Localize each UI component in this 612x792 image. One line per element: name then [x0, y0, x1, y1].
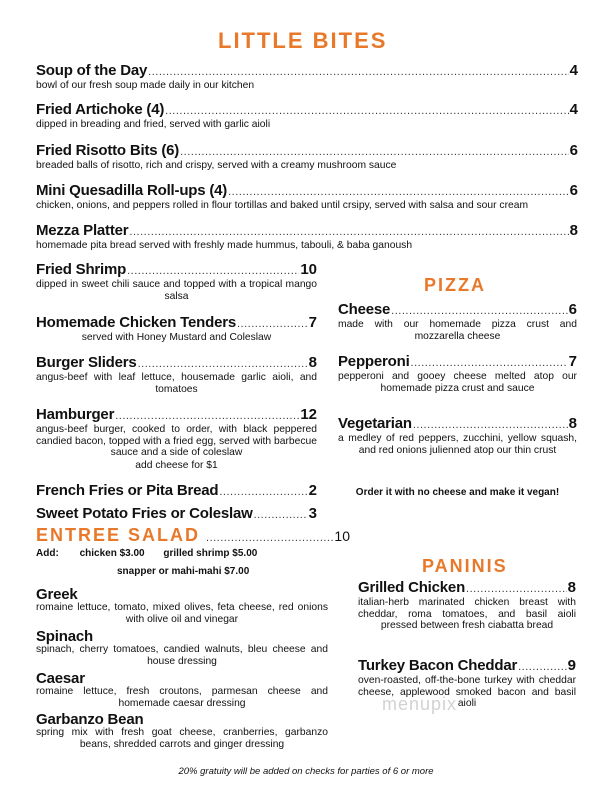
item-name: Caesar [36, 670, 85, 687]
entree-salad-price: 10 [334, 528, 350, 544]
menu-item-chicken-tenders [36, 314, 317, 344]
salad-garbanzo-bean [36, 711, 328, 750]
item-desc: chicken, onions, and peppers rolled in flour tortillas and baked until crsipy, served with salsa and sour cream [36, 200, 529, 211]
item-desc: pepperoni and gooey cheese melted atop our homemade pizza crust and sauce [338, 371, 577, 394]
menu-item-soup [36, 62, 578, 92]
entree-salad-header [36, 525, 350, 546]
item-price: 8 [567, 579, 576, 596]
item-name: Fried Risotto Bits (6) [36, 142, 180, 159]
menu-item-burger-sliders [36, 354, 317, 395]
salad-add-ons-line2: snapper or mahi-mahi $7.00 [117, 566, 250, 577]
item-price: 12 [300, 406, 317, 423]
item-name: Garbanzo Bean [36, 711, 144, 728]
item-name: Soup of the Day [36, 62, 148, 79]
item-price: 4 [569, 101, 578, 118]
item-price: 3 [308, 505, 317, 522]
menu-item-sweet-potato-fries [36, 505, 317, 522]
menu-item-cheese-pizza [338, 301, 577, 342]
item-desc: bowl of our fresh soup made daily in our kitchen [36, 80, 255, 91]
item-name: Greek [36, 586, 78, 603]
item-price: 6 [569, 182, 578, 199]
menupix-watermark: menupix [382, 694, 458, 714]
item-desc: a medley of red peppers, zucchini, yellow squash, and red onions julienned atop our thin crust [338, 433, 577, 456]
item-name: Fried Artichoke (4) [36, 101, 165, 118]
item-name: Burger Sliders [36, 354, 137, 371]
menu-item-vegetarian-pizza [338, 415, 577, 456]
paninis-heading: PANINIS [422, 556, 508, 576]
menu-item-french-fries [36, 482, 317, 499]
gratuity-note: 20% gratuity will be added on checks for parties of 6 or more [178, 766, 434, 777]
item-price: 8 [569, 222, 578, 239]
item-price: 4 [569, 62, 578, 79]
menu-item-fried-shrimp [36, 261, 317, 302]
item-desc: dipped in sweet chili sauce and topped with a tropical mango salsa [36, 279, 317, 302]
item-name: Pepperoni [338, 353, 410, 370]
menu-item-fried-risotto [36, 142, 578, 172]
add-shrimp: grilled shrimp $5.00 [163, 548, 258, 559]
item-name: Sweet Potato Fries or Coleslaw [36, 505, 253, 522]
item-name: Vegetarian [338, 415, 412, 432]
item-desc: made with our homemade pizza crust and mozzarella cheese [338, 319, 577, 342]
item-name: Fried Shrimp [36, 261, 127, 278]
item-desc: romaine lettuce, fresh croutons, parmesan cheese and homemade caesar dressing [36, 686, 328, 709]
item-desc: oven-roasted, off-the-bone turkey with cheddar cheese, applewood smoked bacon and basil aioli [358, 675, 576, 709]
salad-caesar [36, 670, 328, 709]
item-desc: spring mix with fresh goat cheese, cranberries, garbanzo beans, shredded carrots and ginger dressing [36, 727, 328, 750]
item-desc-addon: add cheese for $1 [135, 459, 218, 471]
menu-item-fried-artichoke [36, 101, 578, 131]
menu-item-hamburger [36, 406, 317, 471]
item-price: 9 [567, 657, 576, 674]
item-name: Homemade Chicken Tenders [36, 314, 236, 331]
entree-salad-heading: ENTREE SALAD [36, 525, 201, 545]
item-price: 8 [568, 415, 577, 432]
item-desc: breaded balls of risotto, rich and crispy, served with a creamy mushroom sauce [36, 160, 397, 171]
item-name: French Fries or Pita Bread [36, 482, 219, 499]
salad-add-ons-line1 [36, 548, 276, 559]
item-name: Mini Quesadilla Roll-ups (4) [36, 182, 228, 199]
menu-item-pepperoni-pizza [338, 353, 577, 394]
item-name: Turkey Bacon Cheddar [358, 657, 518, 674]
item-price: 7 [568, 353, 577, 370]
item-name: Mezza Platter [36, 222, 129, 239]
item-price: 7 [308, 314, 317, 331]
item-name: Cheese [338, 301, 391, 318]
add-chicken: chicken $3.00 [79, 548, 145, 559]
item-desc: italian-herb marinated chicken breast with cheddar, roma tomatoes, and basil aioli pressed between fresh ciabatta bread [358, 597, 576, 631]
item-desc: served with Honey Mustard and Coleslaw [81, 332, 272, 343]
item-price: 6 [568, 301, 577, 318]
item-desc: spinach, cherry tomatoes, candied walnuts, bleu cheese and house dressing [36, 644, 328, 667]
vegan-note: Order it with no cheese and make it vegan! [355, 487, 560, 498]
item-price: 10 [300, 261, 317, 278]
little-bites-heading: LITTLE BITES [218, 28, 388, 53]
item-desc: romaine lettuce, tomato, mixed olives, feta cheese, red onions with olive oil and vinegar [36, 602, 328, 625]
item-price: 6 [569, 142, 578, 159]
item-desc: homemade pita bread served with freshly made hummus, tabouli, & baba ganoush [36, 240, 413, 251]
menu-item-mini-quesadilla [36, 182, 578, 212]
salad-greek [36, 586, 328, 625]
item-desc: dipped in breading and fried, served with garlic aioli [36, 119, 271, 130]
item-desc: angus-beef burger, cooked to order, with black peppered candied bacon, topped with a fried egg, served with barbecue sauce and a side of coleslaw [36, 424, 317, 458]
add-label: Add: [36, 548, 59, 559]
item-price: 8 [308, 354, 317, 371]
item-name: Grilled Chicken [358, 579, 466, 596]
item-name: Hamburger [36, 406, 115, 423]
salad-spinach [36, 628, 328, 667]
item-name: Spinach [36, 628, 93, 645]
menu-item-mezza-platter [36, 222, 578, 252]
panini-grilled-chicken [358, 579, 576, 632]
item-desc: angus-beef with leaf lettuce, housemade garlic aioli, and tomatoes [36, 372, 317, 395]
pizza-heading: PIZZA [424, 275, 486, 295]
item-price: 2 [308, 482, 317, 499]
